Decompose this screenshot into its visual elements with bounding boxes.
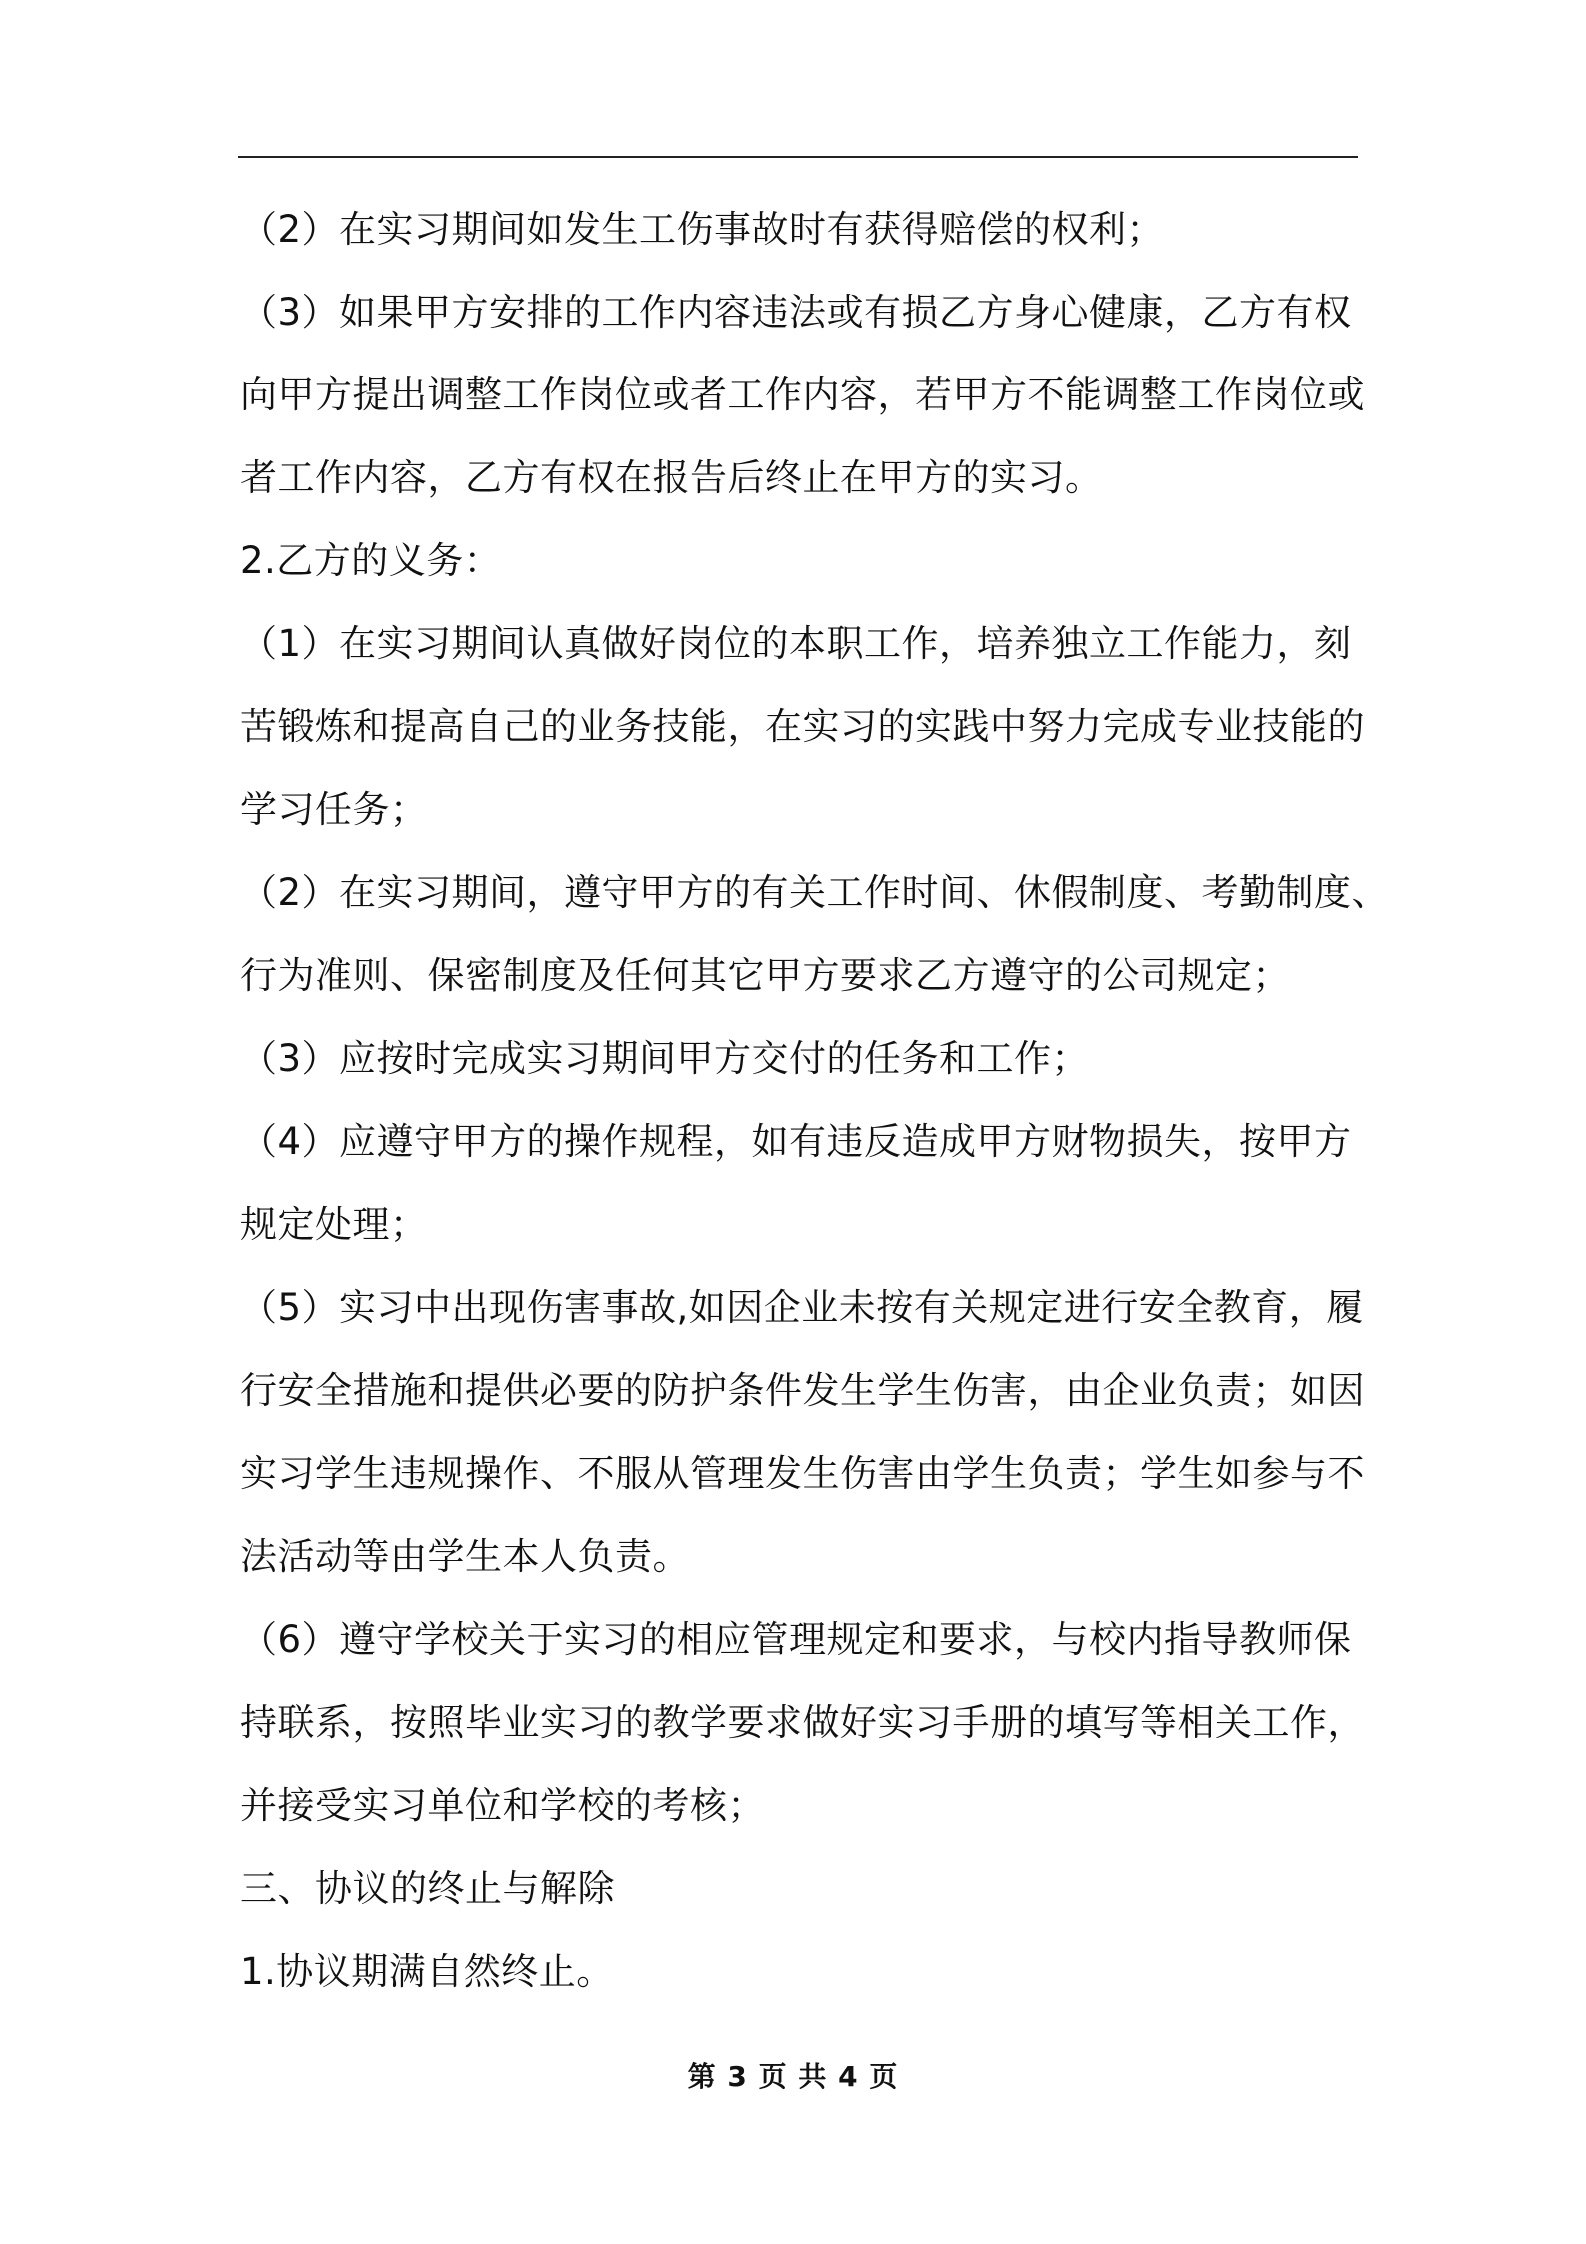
text-line: （5）实习中出现伤害事故,如因企业未按有关规定进行安全教育，履 (240, 1286, 1364, 1329)
text-line: （1）在实习期间认真做好岗位的本职工作，培养独立工作能力，刻 (240, 622, 1352, 665)
text-line: 行为准则、保密制度及任何其它甲方要求乙方遵守的公司规定； (240, 954, 1290, 997)
text-line: （6）遵守学校关于实习的相应管理规定和要求，与校内指导教师保 (240, 1618, 1352, 1661)
header-rule (238, 156, 1358, 158)
text-line: 行安全措施和提供必要的防护条件发生学生伤害，由企业负责；如因 (240, 1369, 1365, 1412)
text-line: 者工作内容，乙方有权在报告后终止在甲方的实习。 (240, 456, 1103, 499)
text-line: 规定处理； (240, 1203, 428, 1246)
text-line: 苦锻炼和提高自己的业务技能，在实习的实践中努力完成专业技能的 (240, 705, 1365, 748)
text-line: （2）在实习期间，遵守甲方的有关工作时间、休假制度、考勤制度、 (240, 871, 1390, 914)
text-line: 向甲方提出调整工作岗位或者工作内容，若甲方不能调整工作岗位或 (240, 373, 1365, 416)
text-line: （3）应按时完成实习期间甲方交付的任务和工作； (240, 1037, 1090, 1080)
page-number-footer: 第 3 页 共 4 页 (687, 2060, 899, 2093)
text-line: 并接受实习单位和学校的考核； (240, 1784, 765, 1827)
text-line: 法活动等由学生本人负责。 (240, 1535, 690, 1578)
text-line: 1.协议期满自然终止。 (240, 1950, 614, 1993)
text-line: （4）应遵守甲方的操作规程，如有违反造成甲方财物损失，按甲方 (240, 1120, 1352, 1163)
section-heading: 2.乙方的义务： (240, 539, 502, 582)
text-line: 实习学生违规操作、不服从管理发生伤害由学生负责；学生如参与不 (240, 1452, 1365, 1495)
text-line: 学习任务； (240, 788, 428, 831)
section-heading: 三、协议的终止与解除 (240, 1867, 615, 1910)
text-line: （3）如果甲方安排的工作内容违法或有损乙方身心健康，乙方有权 (240, 291, 1352, 334)
text-line: 持联系，按照毕业实习的教学要求做好实习手册的填写等相关工作， (240, 1701, 1365, 1744)
text-line: （2）在实习期间如发生工伤事故时有获得赔偿的权利； (240, 208, 1165, 251)
